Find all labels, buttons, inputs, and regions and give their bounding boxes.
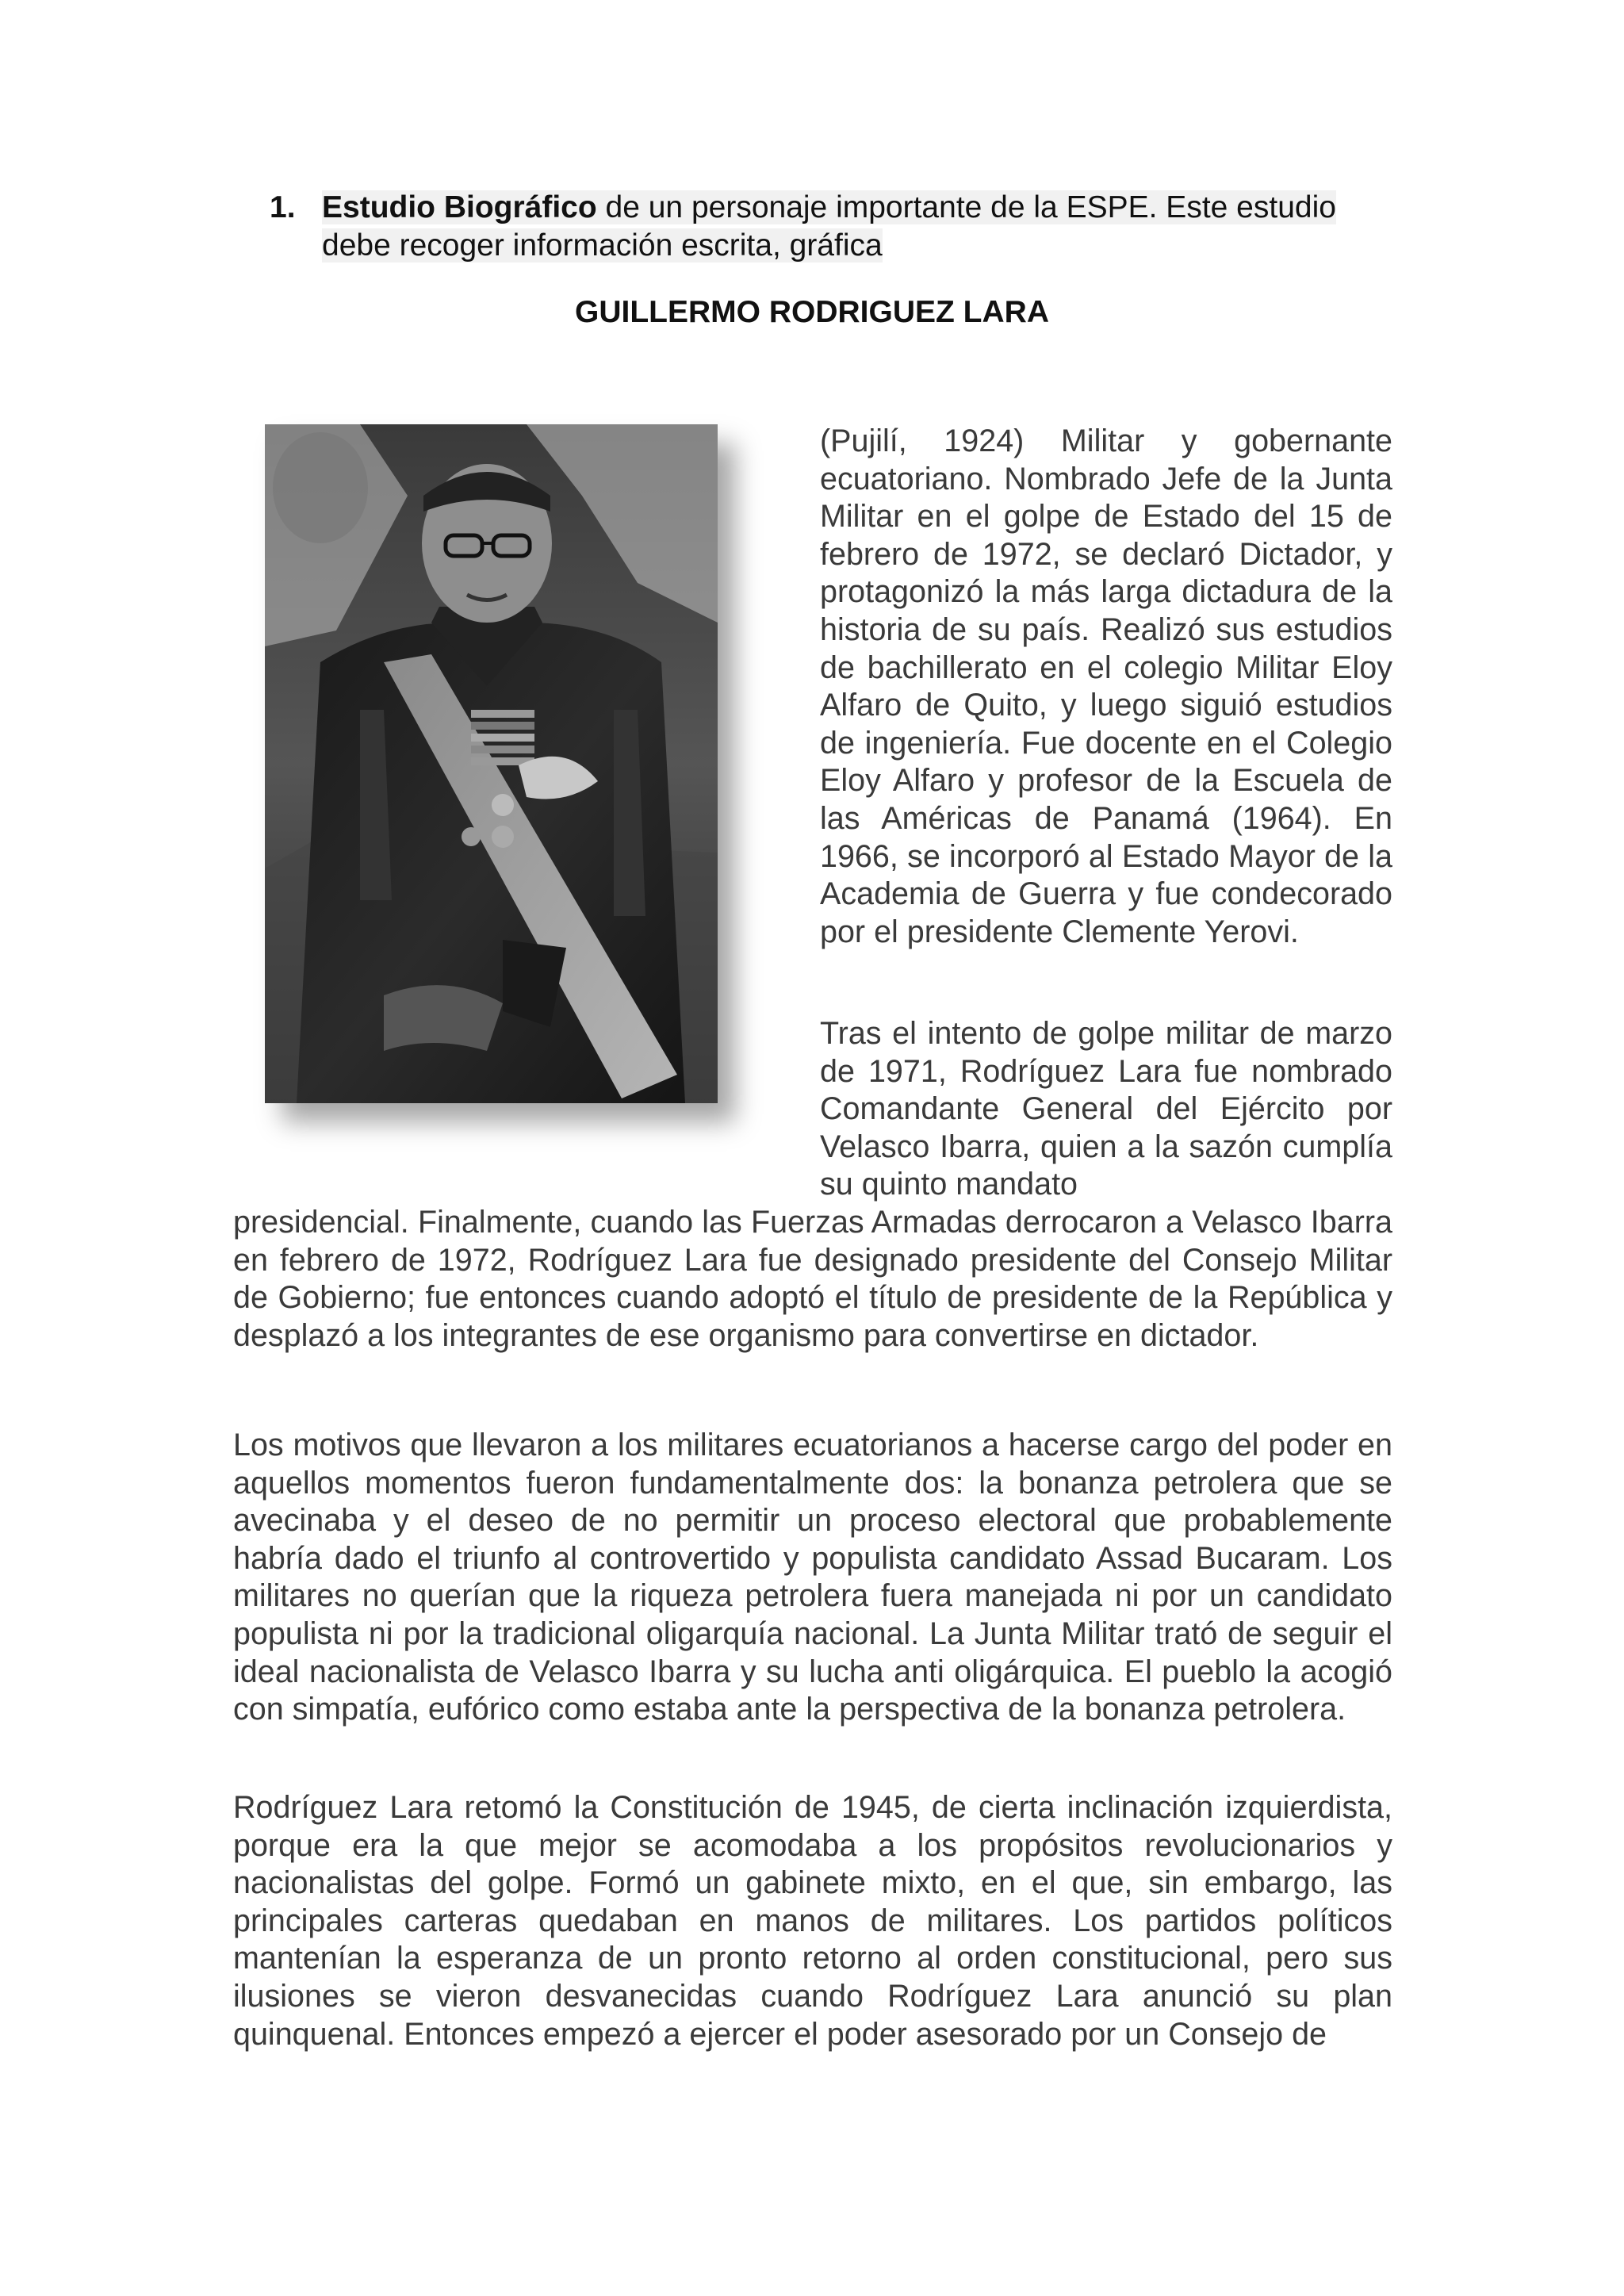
- paragraph-constitution: Rodríguez Lara retomó la Constitución de 1945, de cierta inclinación izquierdista, porque era la que mejor se acomodaba a los propósitos revolucionarios y nacionalistas del golpe. Formó un gabinete mixto, en el que, sin embargo, las principales carteras quedaban en manos de militares. Los partidos políticos mantenían la esperanza de un pronto retorno al orden constitucional, pero sus ilusiones se vieron desvanecidas cuando Rodríguez Lara anunció su plan quinquenal. Entonces empezó a ejercer el poder asesorado por un Consejo de: [233, 1790, 1392, 2052]
- paragraph-coup-full: presidencial. Finalmente, cuando las Fuerzas Armadas derrocaron a Velasco Ibarra en febrero de 1972, Rodríguez Lara fue designado presidente del Consejo Militar de Gobierno; fue entonces cuando adoptó el título de presidente de la República y desplazó a los integrantes de ese organismo para convertirse en dictador.: [233, 1205, 1392, 1353]
- paragraph-motives: Los motivos que llevaron a los militares ecuatorianos a hacerse cargo del poder en aquellos momentos fueron fundamentalmente dos: la bonanza petrolera que se avecinaba y el deseo de no permitir un proceso electoral que probablemente habría dado el triunfo al controvertido y populista candidato Assad Bucaram. Los militares no querían que la riqueza petrolera fuera manejada ni por un candidato populista ni por la tradicional oligarquía nacional. La Junta Militar trató de seguir el ideal nacionalista de Velasco Ibarra y su lucha anti oligárquica. El pueblo la acogió con simpatía, eufórico como estaba ante la perspectiva de la bonanza petrolera.: [233, 1428, 1392, 1727]
- heading-bold: Estudio Biográfico: [322, 190, 597, 224]
- heading-number: 1.: [270, 190, 296, 224]
- heading-rest-line1: de un personaje importante de la ESPE. Este estudio: [596, 190, 1336, 224]
- heading-text: [322, 189, 1396, 265]
- heading-rest-line2: debe recoger información escrita, gráfica: [322, 228, 883, 263]
- portrait-photo-icon: [265, 424, 718, 1103]
- paragraph-intro: (Pujilí, 1924) Militar y gobernante ecuatoriano. Nombrado Jefe de la Junta Militar en el golpe de Estado del 15 de febrero de 1972, se declaró Dictador, y protagonizó la más larga dictadura de la historia de su país. Realizó sus estudios de bachillerato en el colegio Militar Eloy Alfaro de Quito, y luego siguió estudios de ingeniería. Fue docente en el Colegio Eloy Alfaro y profesor de la Escuela de las Américas de Panamá (1964). En 1966, se incorporó al Estado Mayor de la Academia de Guerra y fue condecorado por el presidente Clemente Yerovi.: [820, 424, 1392, 949]
- portrait-photo: [265, 424, 718, 1103]
- document-title: GUILLERMO RODRIGUEZ LARA: [575, 295, 1049, 329]
- paragraph-coup-column: Tras el intento de golpe militar de marzo de 1971, Rodríguez Lara fue nombrado Comandante General del Ejército por Velasco Ibarra, quien a la sazón cumplía su quinto mandato: [820, 1016, 1392, 1202]
